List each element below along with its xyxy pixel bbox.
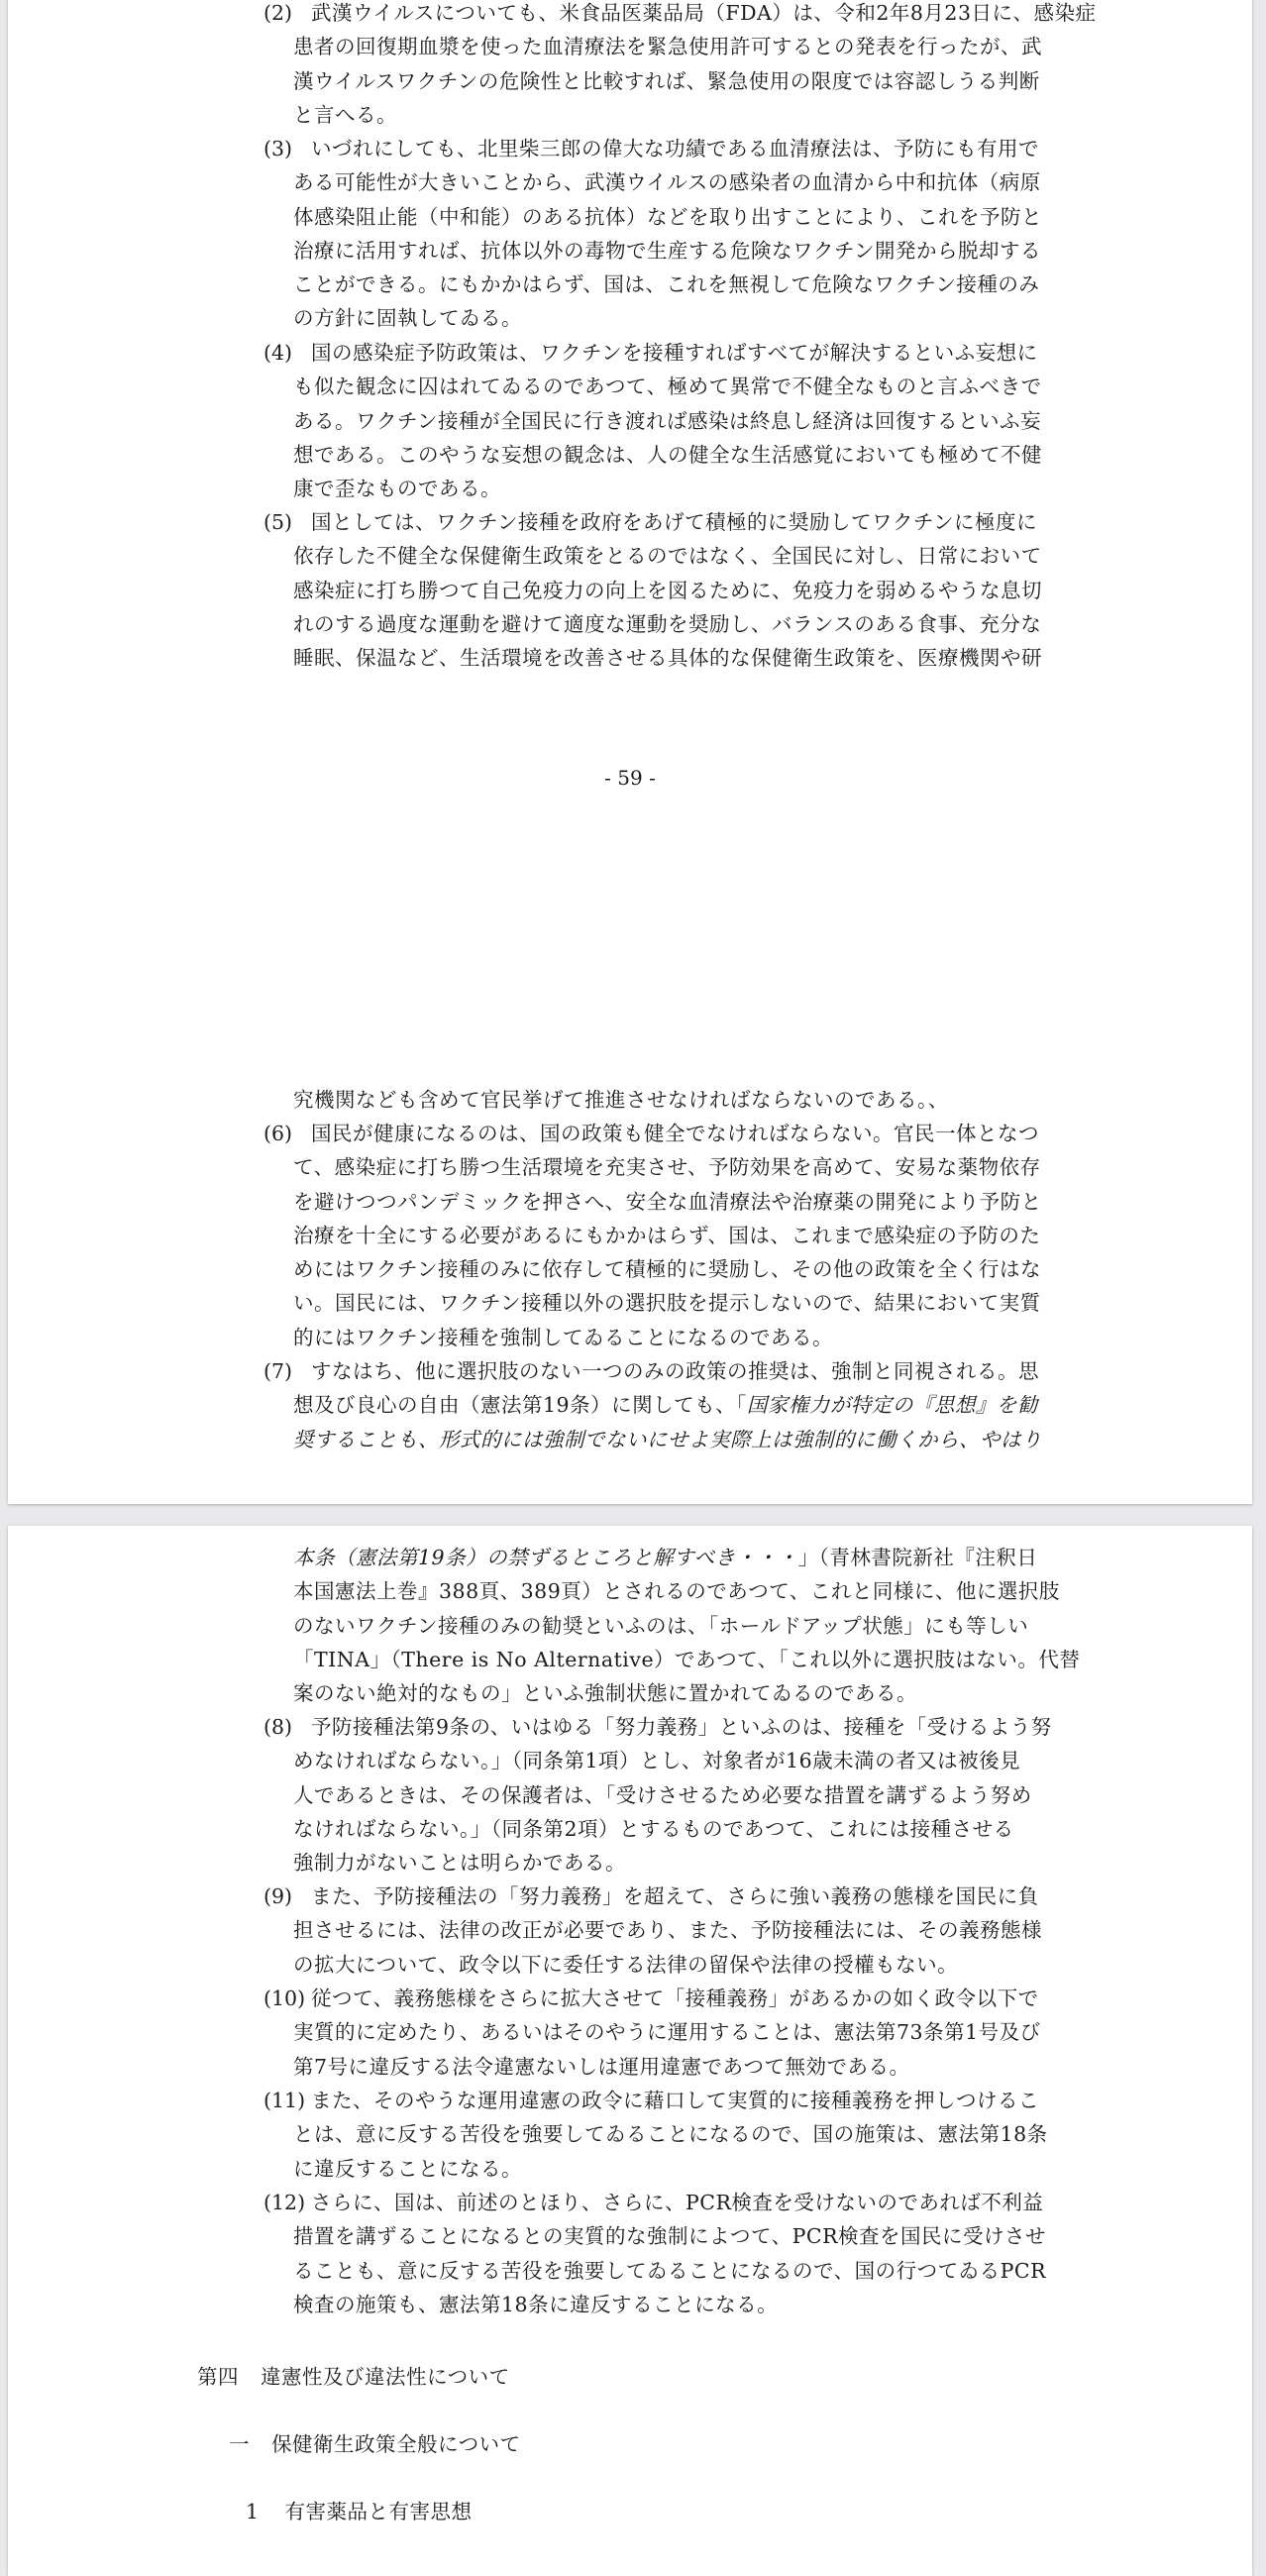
item-number: (4)	[264, 341, 293, 365]
heading-text: 保健衛生政策全般について	[271, 2432, 521, 2456]
text-line: 第7号に違反する法令違憲ないしは運用違憲であつて無効である。	[293, 2054, 910, 2079]
text-line: 武漢ウイルスについても、米食品医薬品局（FDA）は、令和2年8月23日に、感染症	[311, 1, 1097, 25]
page-number: - 59 -	[604, 766, 656, 790]
quoted-italic-text: 本条（憲法第19条）の禁ずるところと解すべき・・・	[293, 1546, 798, 1569]
text-line: 康で歪なものである。	[293, 477, 501, 501]
text-line: 従つて、義務態様をさらに拡大させて「接種義務」があるかの如く政令以下で	[311, 1986, 1039, 2010]
item-number: (11)	[264, 2089, 306, 2112]
quoted-italic-text: 奨することも、形式的には強制でないにせよ実際上は強制的に働くから、やはり	[293, 1427, 1042, 1451]
text-line: とは、意に反する苦役を強要してゐることになるので、国の施策は、憲法第18条	[293, 2122, 1048, 2147]
continuation-paragraph	[293, 1541, 1080, 1710]
text-line: い。国民には、ワクチン接種以外の選択肢を提示しないので、結果において実質	[293, 1291, 1041, 1316]
text-line: て、感染症に打ち勝つ生活環境を充実させ、予防効果を高めて、安易な薬物依存	[293, 1155, 1041, 1180]
item-number: (5)	[264, 510, 293, 534]
text-line: 担させるには、法律の改正が必要であり、また、予防接種法には、その義務態様	[293, 1918, 1042, 1943]
text-line: また、そのやうな運用違憲の政令に藉口して実質的に接種義務を押しつけるこ	[311, 2089, 1039, 2112]
subsubsection-heading-1	[246, 2495, 473, 2524]
text-line: 体感染阻止能（中和能）のある抗体）などを取り出すことにより、これを予防と	[293, 204, 1042, 229]
text-line: 想である。このやうな妄想の観念は、人の健全な生活感覚においても極めて不健	[293, 442, 1042, 467]
text-line: めにはワクチン接種のみに依存して積極的に奨励し、その他の政策を全く行はな	[293, 1257, 1041, 1282]
heading-number: 1	[246, 2500, 260, 2523]
item-number: (12)	[264, 2191, 306, 2214]
text-line: 睡眠、保温など、生活環境を改善させる具体的な保健衛生政策を、医療機関や研	[293, 646, 1042, 671]
text-line: 人であるときは、その保護者は、「受けさせるため必要な措置を講ずるよう努め	[293, 1782, 1032, 1807]
text-line: いづれにしても、北里柴三郎の偉大な功績である血清療法は、予防にも有用で	[311, 137, 1039, 161]
item-number: (6)	[264, 1122, 293, 1145]
text-line: 的にはワクチン接種を強制してゐることになるのである。	[293, 1325, 833, 1349]
text-line: 国民が健康になるのは、国の政策も健全でなければならない。官民一体となつ	[311, 1122, 1039, 1145]
item-number: (9)	[264, 1884, 293, 1908]
text-line: めなければならない。」（同条第1項）とし、対象者が16歳未満の者又は被後見	[293, 1749, 1021, 1773]
text-line: のないワクチン接種のみの勧奨といふのは、「ホールドアップ状態」にも等しい	[293, 1613, 1029, 1638]
text-line: 依存した不健全な保健衛生政策をとるのではなく、全国民に対し、日常において	[293, 544, 1042, 569]
text-line: ことができる。にもかかはらず、国は、これを無視して危険なワクチン接種のみ	[293, 272, 1040, 297]
section-heading-4	[197, 2360, 510, 2390]
text-line: の方針に固執してゐる。	[293, 306, 522, 331]
heading-text: 有害薬品と有害思想	[284, 2500, 473, 2523]
text-line: 実質的に定めたり、あるいはそのやうに運用することは、憲法第73条第1号及び	[293, 2020, 1041, 2045]
text-line: さらに、国は、前述のとほり、さらに、PCR検査を受けないのであれば不利益	[311, 2191, 1044, 2214]
text-line: 感染症に打ち勝つて自己免疫力の向上を図るために、免疫力を弱めるやうな息切	[293, 578, 1042, 602]
text-line: に違反することになる。	[293, 2156, 522, 2181]
heading-number: 一	[229, 2432, 250, 2456]
text-line: 漢ウイルスワクチンの危険性と比較すれば、緊急使用の限度では容認しうる判断	[293, 68, 1040, 93]
text-line: 案のない絶対的なもの」といふ強制状態に置かれてゐるのである。	[293, 1681, 917, 1706]
continuation-line: 究機関なども含めて官民挙げて推進させなければならないのである。、	[293, 1088, 949, 1112]
text-line: れのする過度な運動を避けて適度な運動を奨励し、バランスのある食事、充分な	[293, 611, 1042, 636]
item-number: (8)	[264, 1715, 293, 1739]
text-line: 治療に活用すれば、抗体以外の毒物で生産する危険なワクチン開発から脱却する	[293, 238, 1041, 263]
text-line: 「TINA」（There is No Alternative）であつて、「これ以外に選択肢はない。代替	[293, 1647, 1081, 1671]
text-line: なければならない。」（同条第2項）とするものであつて、これには接種させる	[293, 1816, 1014, 1841]
item-number: (7)	[264, 1359, 293, 1383]
item-number: (2)	[264, 1, 293, 25]
text-line: 検査の施策も、憲法第18条に違反することになる。	[293, 2292, 779, 2316]
text-segment: 」（青林書院新社『注釈日	[797, 1546, 1038, 1569]
text-line: 治療を十全にする必要があるにもかかはらず、国は、これまで感染症の予防のた	[293, 1223, 1041, 1247]
text-line: すなはち、他に選択肢のない一つのみの政策の推奨は、強制と同視される。思	[311, 1359, 1039, 1383]
text-line: と言へる。	[293, 102, 397, 127]
text-line: 国としては、ワクチン接種を政府をあげて積極的に奨励してワクチンに極度に	[311, 510, 1037, 534]
text-line: を避けつつパンデミックを押さへ、安全な血清療法や治療薬の開発により予防と	[293, 1189, 1042, 1214]
text-line: 予防接種法第9条の、いはゆる「努力義務」といふのは、接種を「受けるよう努	[311, 1715, 1052, 1739]
text-line: 措置を講ずることになるとの実質的な強制によつて、PCR検査を国民に受けさせ	[293, 2224, 1047, 2249]
document-page-60	[8, 1526, 1252, 2576]
item-number: (3)	[264, 137, 293, 161]
heading-number: 第四	[197, 2365, 239, 2389]
text-line: の拡大について、政令以下に委任する法律の留保や法律の授權もない。	[293, 1952, 959, 1977]
document-page-59	[8, 0, 1252, 1504]
text-line: ある可能性が大きいことから、武漢ウイルスの感染者の血清から中和抗体（病原	[293, 170, 1041, 195]
text-line: 国の感染症予防政策は、ワクチンを接種すればすべてが解決するといふ妄想に	[311, 341, 1038, 365]
text-line: 患者の回復期血漿を使った血清療法を緊急使用許可するとの発表を行ったが、武	[293, 35, 1042, 59]
text-line: また、予防接種法の「努力義務」を超えて、さらに強い義務の態様を国民に負	[311, 1884, 1039, 1908]
item-number: (10)	[264, 1986, 306, 2010]
quoted-italic-text: 国家権力が特定の『思想』を勧	[746, 1393, 1038, 1418]
text-line: 強制力がないことは明らかである。	[293, 1851, 626, 1876]
text-line: も似た観念に囚はれてゐるのであつて、極めて異常で不健全なものと言ふべきで	[293, 375, 1042, 399]
heading-text: 違憲性及び違法性について	[261, 2365, 510, 2389]
text-line: 本国憲法上巻』388頁、389頁）とされるのであつて、これと同様に、他に選択肢	[293, 1579, 1060, 1604]
text-segment: 想及び良心の自由（憲法第19条）に関しても、「	[293, 1393, 747, 1418]
text-line: ることも、意に反する苦役を強要してゐることになるので、国の行つてゐるPCR	[293, 2258, 1047, 2283]
text-line: ある。ワクチン接種が全国民に行き渡れば感染は終息し経済は回復するといふ妄	[293, 408, 1041, 433]
subsection-heading-1	[229, 2427, 521, 2457]
